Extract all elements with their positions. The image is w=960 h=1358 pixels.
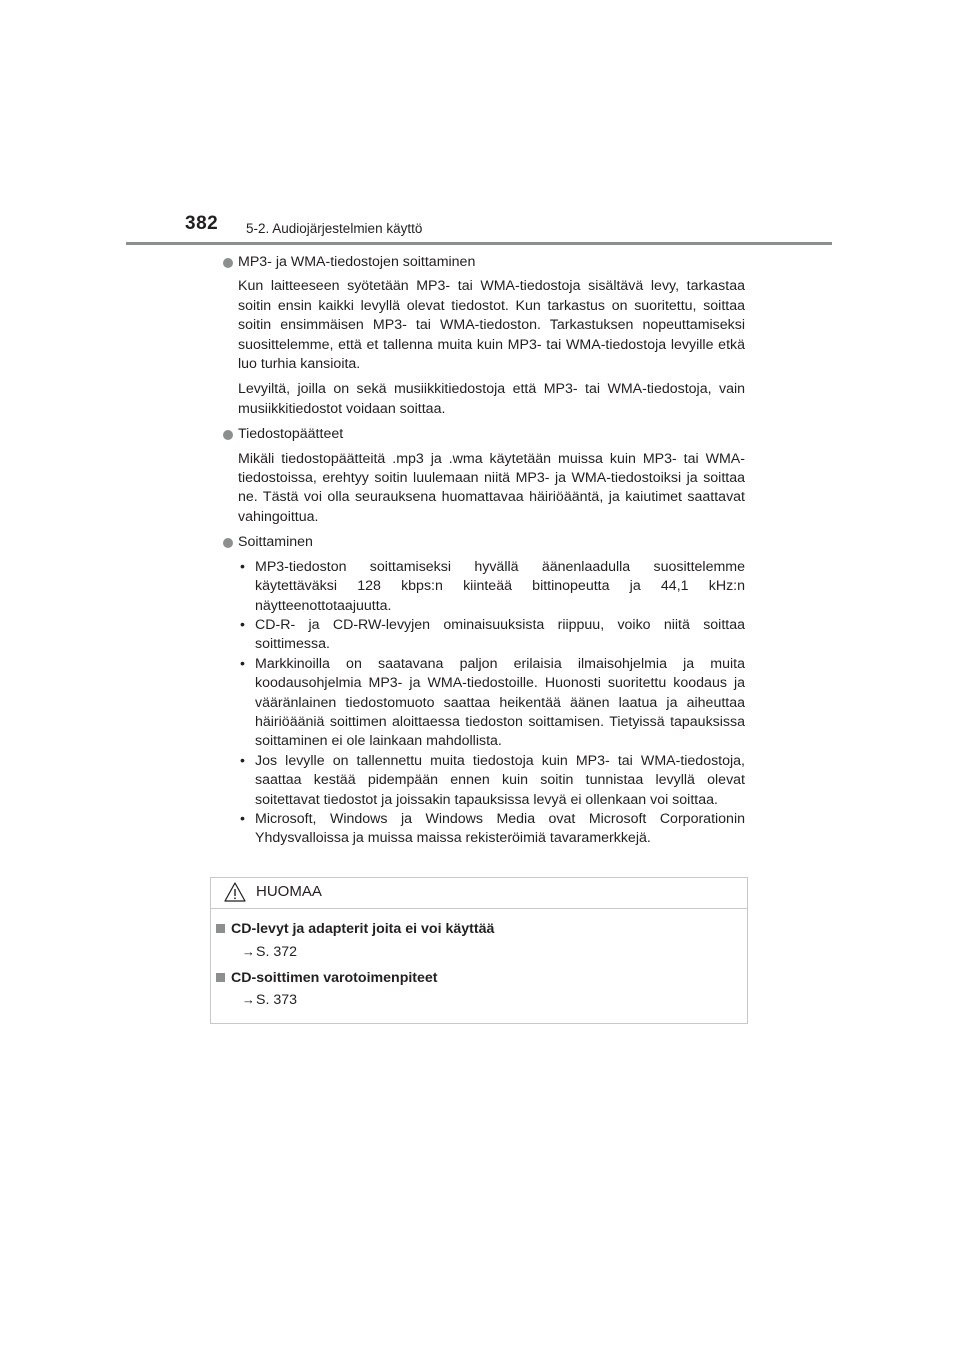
notice-item	[216, 970, 438, 986]
section-heading	[223, 253, 745, 272]
main-content	[223, 253, 745, 849]
list-bullet: •	[240, 810, 245, 827]
arrow-icon: →	[242, 992, 255, 1007]
page-reference[interactable]	[242, 992, 297, 1008]
square-bullet-icon	[216, 973, 225, 982]
section-heading-text: Soittaminen	[238, 534, 313, 551]
list-bullet: •	[240, 655, 245, 672]
list-item	[238, 558, 745, 616]
notice-title: HUOMAA	[256, 883, 322, 900]
section-title: 5-2. Audiojärjestelmien käyttö	[246, 221, 423, 236]
list-item-text: MP3-tiedoston soittamiseksi hyvällä äänenlaadulla suosittelemme käytettäväksi 128 kbps:n kiinteää bittinopeutta ja 44,1 kHz:n näytteenottotaajuutta.	[255, 558, 745, 614]
list-item	[238, 655, 745, 752]
paragraph: Mikäli tiedostopäätteitä .mp3 ja .wma käytetään muissa kuin MP3- tai WMA-tiedostoissa, erehtyy soitin luulemaan niitä MP3- ja WMA-tiedostoiksi ja soittaa ne. Tästä voi olla seurauksena huomattavaa häiriöääntä, ja kaiutimet saattavat vahingoittua.	[238, 450, 745, 525]
bullet-icon	[223, 258, 233, 268]
list-item-text: Markkinoilla on saatavana paljon erilaisia ilmaisohjelmia ja muita koodausohjelmia MP3- ja WMA-tiedostoille. Huonosti suoritettu koodaus ja vääränlainen tiedostomuoto saattaa heikentää äänen laatua ja aiheuttaa häiriöääniä soittimen aloittaessa tiedoston soittamisen. Tietyissä tapauksissa soittaminen ei ole lainkaan mahdollista.	[255, 655, 745, 750]
notice-item-heading: CD-levyt ja adapterit joita ei voi käyttää	[231, 921, 495, 937]
notice-box	[210, 877, 748, 1024]
section-heading	[223, 425, 745, 444]
warning-triangle-icon	[224, 882, 246, 907]
page-reference-text: S. 373	[256, 992, 298, 1008]
bullet-icon	[223, 538, 233, 548]
list-item-text: Microsoft, Windows ja Windows Media ovat Microsoft Corporationin Yhdysvalloissa ja muissa maissa rekisteröimiä tavaramerkkejä.	[255, 810, 745, 847]
notice-header	[211, 878, 747, 909]
arrow-icon: →	[242, 944, 255, 959]
section-heading-text: MP3- ja WMA-tiedostojen soittaminen	[238, 254, 476, 270]
notice-item	[216, 921, 494, 937]
list-bullet: •	[240, 752, 245, 769]
list-item-text: Jos levylle on tallennettu muita tiedostoja kuin MP3- tai WMA-tiedostoja, saattaa kestää pidempään ennen kuin soitin tunnistaa levyllä olevat soitettavat tiedostot ja joissakin tapauksissa levyä ei ollenkaan voi soittaa.	[255, 752, 745, 808]
notice-item-heading: CD-soittimen varotoimenpiteet	[231, 970, 438, 986]
list-item	[238, 616, 745, 655]
paragraph: Levyiltä, joilla on sekä musiikkitiedostoja että MP3- tai WMA-tiedostoja, vain musiikkitiedostot voidaan soittaa.	[238, 381, 745, 417]
list-bullet: •	[240, 616, 245, 633]
square-bullet-icon	[216, 924, 225, 933]
page-reference[interactable]	[242, 944, 297, 960]
section-heading	[223, 533, 745, 552]
list-item-text: CD-R- ja CD-RW-levyjen ominaisuuksista riippuu, voiko niitä soittaa soittimessa.	[255, 616, 745, 653]
paragraph: Kun laitteeseen syötetään MP3- tai WMA-tiedostoja sisältävä levy, tarkastaa soitin ensin kaikki levyllä olevat tiedostot. Kun tarkastus on suoritettu, soittaa soitin ensimmäisen MP3- tai WMA-tiedoston. Tarkastuksen nopeuttamiseksi suosittelemme, että et tallenna muita kuin MP3- tai WMA-tiedostoja levyille etkä luo turhia kansioita.	[238, 278, 745, 373]
bullet-list	[238, 558, 745, 849]
page-number: 382	[185, 213, 219, 234]
header-rule	[126, 242, 832, 245]
section-heading-text: Tiedostopäätteet	[238, 426, 344, 443]
list-item	[238, 810, 745, 849]
list-bullet: •	[240, 558, 245, 575]
list-item	[238, 752, 745, 810]
bullet-icon	[223, 430, 233, 440]
page-reference-text: S. 372	[256, 944, 298, 960]
